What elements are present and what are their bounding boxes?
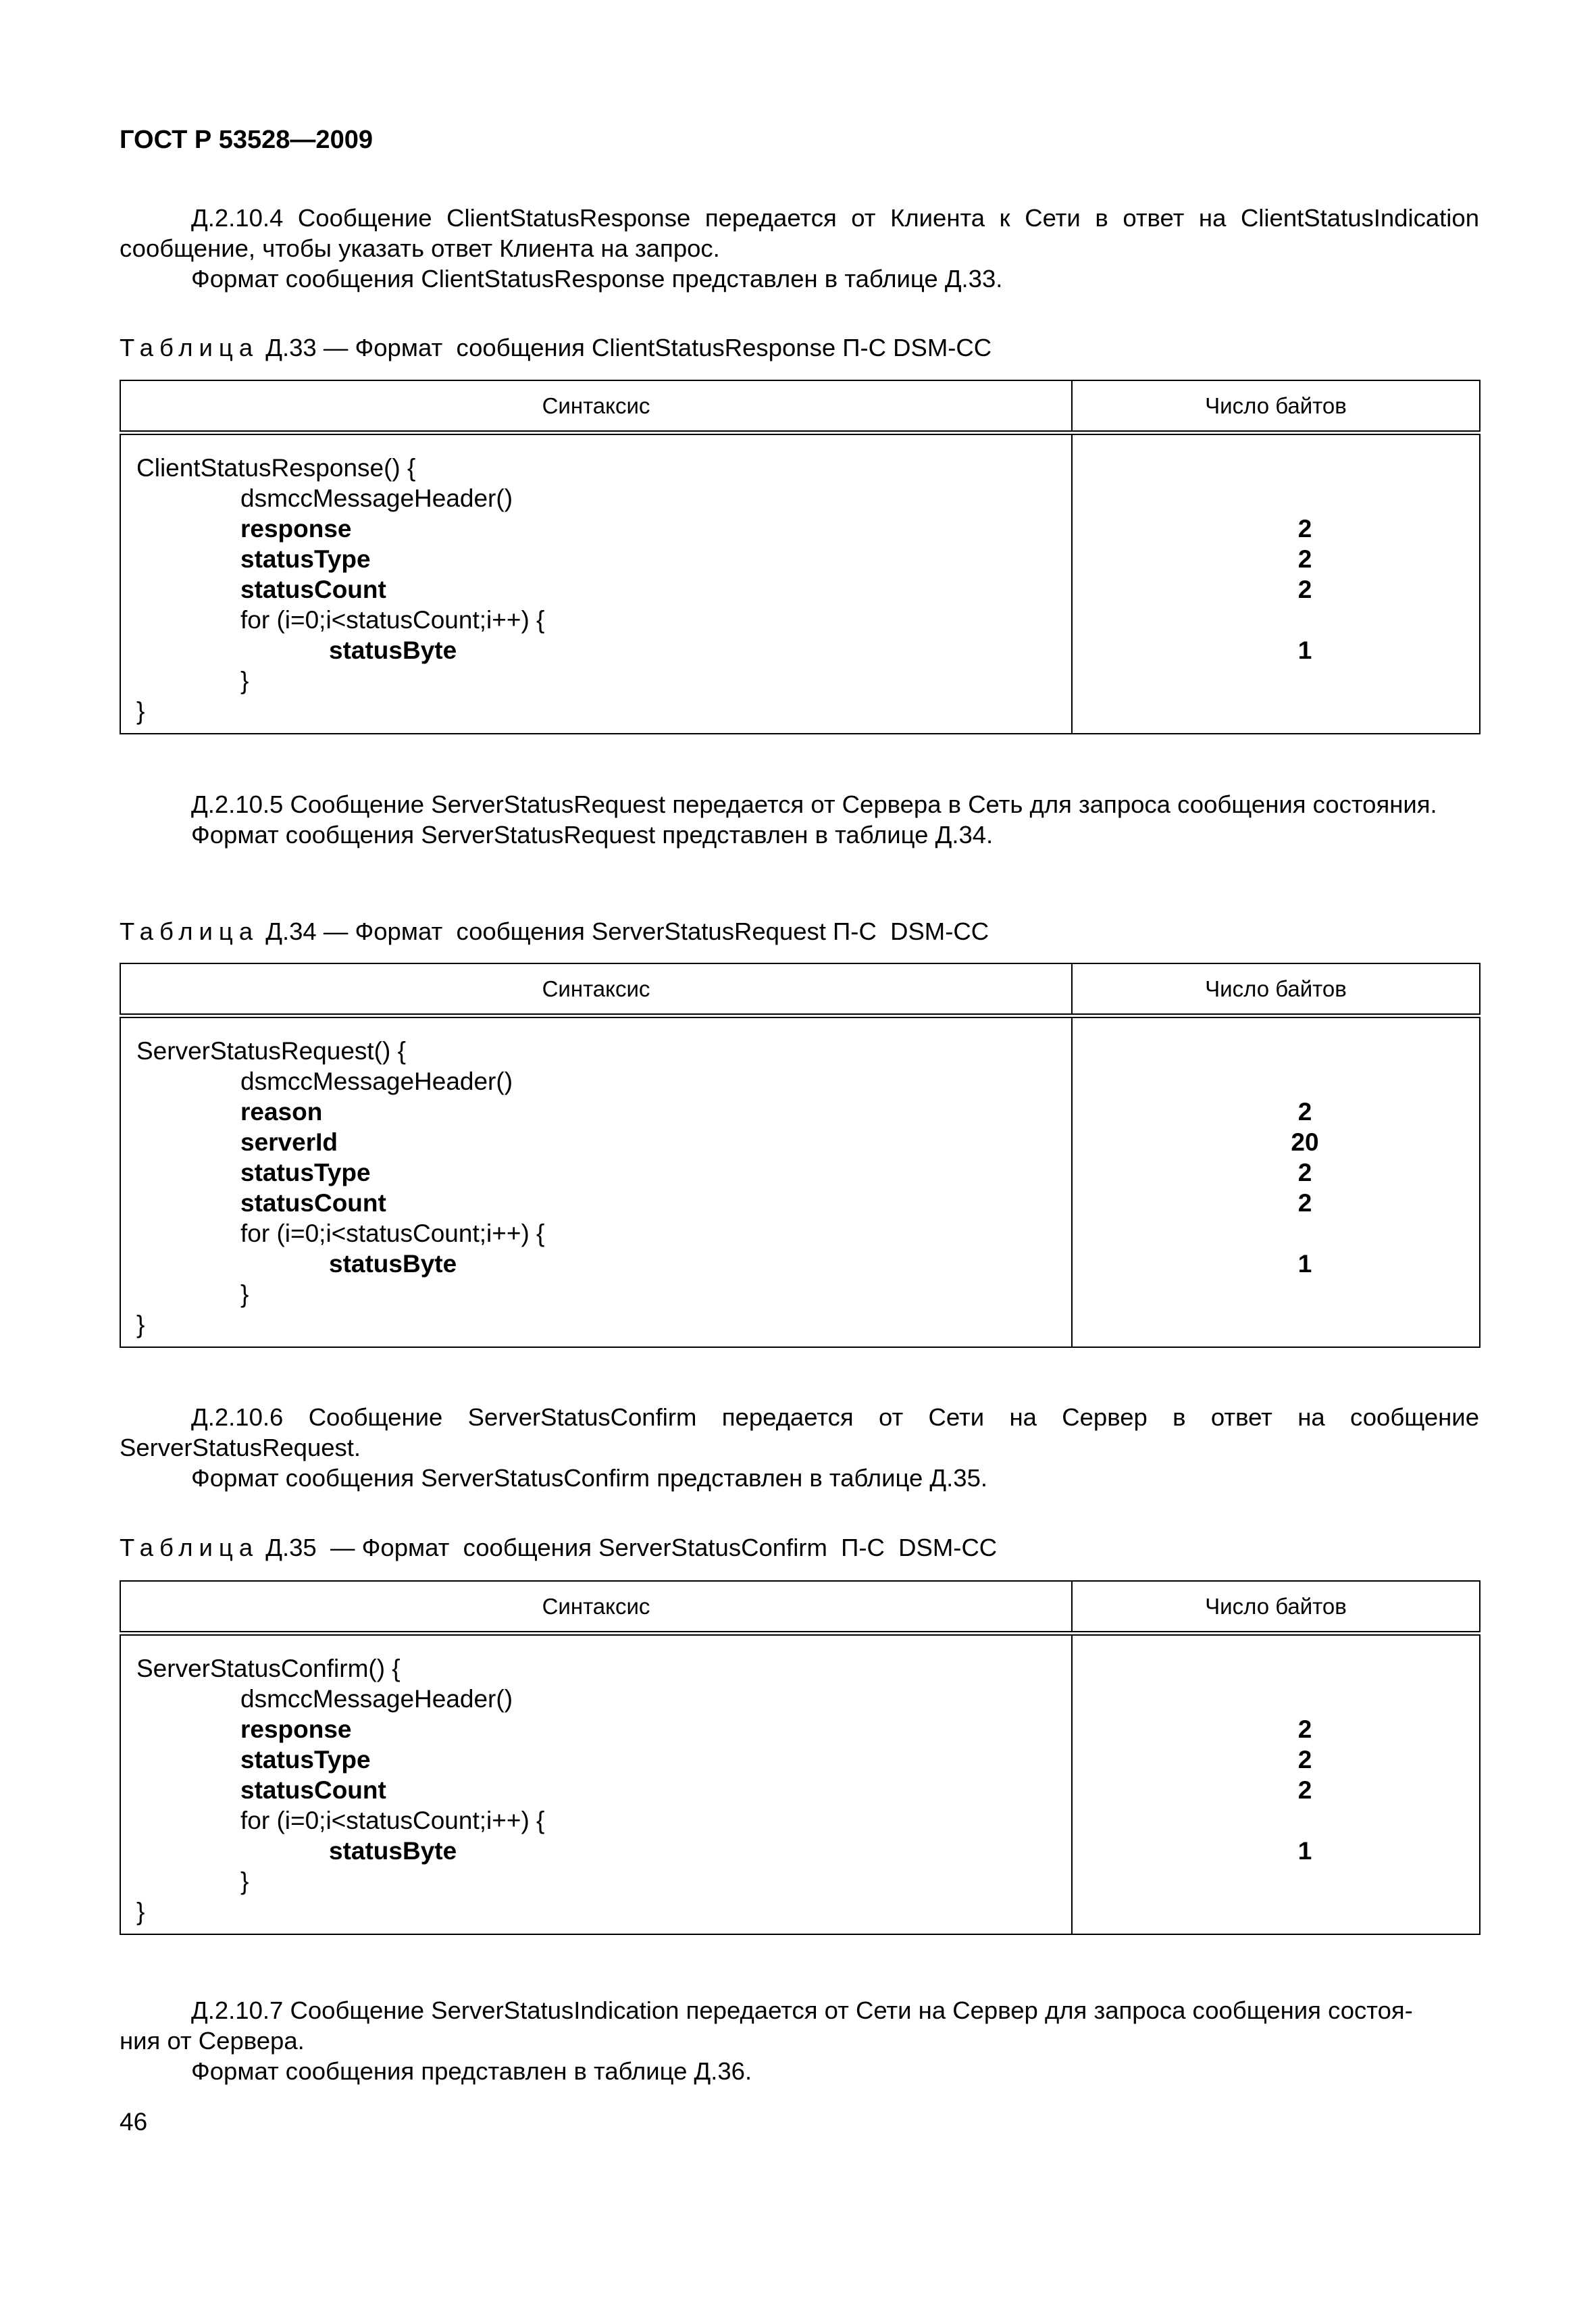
document-header: ГОСТ Р 53528—2009 xyxy=(120,126,373,154)
code-line: } xyxy=(136,697,145,725)
table-header-row xyxy=(120,963,1480,1016)
table-caption-d35 xyxy=(120,1534,997,1562)
byte-count: 1 xyxy=(1297,636,1312,664)
table-d34 xyxy=(120,963,1481,1348)
caption-prefix: Таблица xyxy=(120,1534,259,1561)
field-name: serverId xyxy=(240,1128,338,1156)
page-number: 46 xyxy=(120,2108,148,2136)
paragraph: Д.2.10.6 Сообщение ServerStatusConfirm передается от Сети на Сервер в ответ на сообщение ServerStatusRequest. xyxy=(120,1403,1479,1461)
field-name: statusByte xyxy=(329,636,457,664)
byte-count: 2 xyxy=(1297,515,1312,543)
column-header-bytes: Число байтов xyxy=(1205,976,1347,1001)
field-name: reason xyxy=(240,1098,323,1126)
field-name: statusCount xyxy=(240,1776,386,1804)
field-name: statusType xyxy=(240,1746,371,1774)
caption-prefix: Таблица xyxy=(120,334,259,361)
byte-count xyxy=(1073,1653,1479,1684)
paragraph: Д.2.10.5 Сообщение ServerStatusRequest передается от Сервера в Сеть для запроса сообщения состояния. xyxy=(191,790,1437,818)
code-line: dsmccMessageHeader() xyxy=(240,1067,513,1095)
byte-count xyxy=(1073,1279,1479,1309)
byte-count: 20 xyxy=(1291,1128,1319,1156)
code-line: } xyxy=(136,1898,145,1926)
code-line: ServerStatusConfirm() { xyxy=(136,1655,401,1682)
column-header-bytes: Число байтов xyxy=(1205,1594,1347,1619)
code-line: } xyxy=(240,1280,249,1308)
byte-count xyxy=(1073,665,1479,696)
syntax-cell xyxy=(121,435,1071,733)
code-line: dsmccMessageHeader() xyxy=(240,1685,513,1713)
field-name: statusByte xyxy=(329,1837,457,1865)
field-name: statusByte xyxy=(329,1250,457,1278)
code-line: for (i=0;i<statusCount;i++) { xyxy=(240,606,545,634)
byte-count xyxy=(1073,1036,1479,1066)
paragraph: Формат сообщения ServerStatusConfirm представлен в таблице Д.35. xyxy=(191,1464,988,1492)
code-line: dsmccMessageHeader() xyxy=(240,484,513,512)
paragraph: Формат сообщения ServerStatusRequest представлен в таблице Д.34. xyxy=(191,821,994,849)
byte-count: 2 xyxy=(1297,1159,1312,1186)
section-d-2-10-6 xyxy=(120,1402,1479,1493)
field-name: statusType xyxy=(240,1159,371,1186)
bytes-cell xyxy=(1073,1018,1479,1347)
byte-count: 2 xyxy=(1297,1715,1312,1743)
section-d-2-10-7 xyxy=(120,1995,1479,2086)
paragraph-line: ния от Сервера. xyxy=(120,2027,305,2055)
syntax-cell xyxy=(121,1636,1071,1934)
table-header-row xyxy=(120,380,1480,433)
caption-text: Д.33 — Формат сообщения ClientStatusResponse П-С DSM-CC xyxy=(259,334,992,361)
table-caption-d33 xyxy=(120,334,992,362)
caption-prefix: Таблица xyxy=(120,917,259,945)
byte-count xyxy=(1073,1218,1479,1249)
bytes-cell xyxy=(1073,435,1479,733)
field-name: statusCount xyxy=(240,576,386,603)
byte-count: 2 xyxy=(1297,545,1312,573)
byte-count xyxy=(1073,483,1479,513)
section-d-2-10-5 xyxy=(120,789,1479,850)
code-line: ServerStatusRequest() { xyxy=(136,1037,406,1065)
table-caption-d34 xyxy=(120,917,989,946)
paragraph: Формат сообщения представлен в таблице Д.36. xyxy=(191,2057,752,2085)
bytes-cell xyxy=(1073,1636,1479,1934)
byte-count xyxy=(1073,696,1479,726)
table-d35 xyxy=(120,1580,1481,1935)
table-header-row xyxy=(120,1581,1480,1634)
paragraph: Д.2.10.4 Сообщение ClientStatusResponse передается от Клиента к Сети в ответ на ClientStatusIndication сообщение, чтобы указать ответ Клиента на запрос. xyxy=(120,204,1479,262)
code-line: for (i=0;i<statusCount;i++) { xyxy=(240,1219,545,1247)
field-name: response xyxy=(240,515,352,543)
code-line: } xyxy=(240,1867,249,1895)
syntax-cell xyxy=(121,1018,1071,1347)
byte-count: 1 xyxy=(1297,1250,1312,1278)
byte-count: 2 xyxy=(1297,1189,1312,1217)
code-line: } xyxy=(136,1311,145,1338)
table-body-row xyxy=(120,1016,1480,1348)
code-line: ClientStatusResponse() { xyxy=(136,454,416,482)
field-name: response xyxy=(240,1715,352,1743)
byte-count xyxy=(1073,1805,1479,1836)
caption-text: Д.35 — Формат сообщения ServerStatusConfirm П-С DSM-CC xyxy=(259,1534,998,1561)
code-line: } xyxy=(240,667,249,695)
paragraph: Формат сообщения ClientStatusResponse представлен в таблице Д.33. xyxy=(191,265,1003,293)
field-name: statusType xyxy=(240,545,371,573)
column-header-bytes: Число байтов xyxy=(1205,393,1347,418)
byte-count xyxy=(1073,453,1479,483)
byte-count xyxy=(1073,1684,1479,1714)
column-header-syntax: Синтаксис xyxy=(542,1594,650,1619)
byte-count: 1 xyxy=(1297,1837,1312,1865)
column-header-syntax: Синтаксис xyxy=(542,976,650,1001)
byte-count xyxy=(1073,1866,1479,1896)
table-body-row xyxy=(120,1634,1480,1935)
byte-count xyxy=(1073,1896,1479,1927)
byte-count: 2 xyxy=(1297,576,1312,603)
column-header-syntax: Синтаксис xyxy=(542,393,650,418)
byte-count xyxy=(1073,1066,1479,1097)
byte-count: 2 xyxy=(1297,1098,1312,1126)
byte-count xyxy=(1073,605,1479,635)
table-d33 xyxy=(120,380,1481,734)
byte-count xyxy=(1073,1309,1479,1340)
paragraph-line: Д.2.10.7 Сообщение ServerStatusIndication передается от Сети на Сервер для запроса сообщения состоя- xyxy=(191,1996,1413,2024)
field-name: statusCount xyxy=(240,1189,386,1217)
byte-count: 2 xyxy=(1297,1776,1312,1804)
code-line: for (i=0;i<statusCount;i++) { xyxy=(240,1807,545,1834)
section-d-2-10-4 xyxy=(120,203,1479,294)
caption-text: Д.34 — Формат сообщения ServerStatusRequest П-С DSM-CC xyxy=(259,917,989,945)
byte-count: 2 xyxy=(1297,1746,1312,1774)
table-body-row xyxy=(120,433,1480,734)
